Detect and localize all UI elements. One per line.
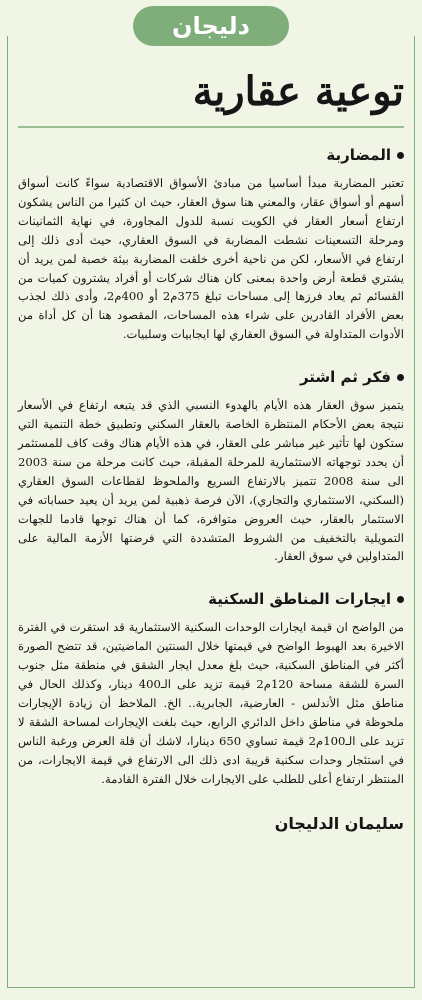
section-body: يتميز سوق العقار هذه الأيام بالهدوء النسبي الذي قد يتبعه ارتفاع في الأسعار نتيجة بعض الأحكام المنتظرة الخاصة بالعقار السكني وتطبيق خطة التنمية التي ستكون لها تأثير غير مباشر على العقار، في هذه الأيام هناك وقت كاف للمستثمر أن يحدد توجهاته الاستثمارية للمرحلة المقبلة، حيث كانت مرحلة من سنة 2003 الى سنة 2008 تتميز بالارتفاع السريع والملحوظ لقطاعات السوق العقاري (السكني، الاستثماري والتجاري)، الآن فرصة ذهبية لمن يريد أن يعيد حساباته في الاستثمار بالعقار، حيث العروض متوافرة، كما أن هناك توجها قادما للجهات التمويلية بالتخفيف من الشروط المتشددة التي فرضتها الأزمة المالية على المتداولين في سوق العقار. [18, 398, 405, 564]
column-banner-label: دليجان [172, 12, 250, 40]
author-name: سليمان الدليجان [274, 814, 404, 834]
title-divider [18, 126, 404, 128]
section-speculation [10, 144, 412, 344]
section-heading-text: المضاربة [326, 146, 391, 164]
section-heading [18, 588, 404, 610]
bullet-icon [397, 374, 404, 381]
section-heading [18, 366, 404, 388]
section-body: من الواضح ان قيمة ايجارات الوحدات السكنية الاستثمارية قد استقرت في الفترة الاخيرة بعد الهبوط الواضح في قيمتها خلال السنتين الماضيتين، قد تتضح الصورة أكثر في المناطق السكنية، حيث بلغ معدل ايجار الشقق في منطقة مثل جنوب السرة للشقة مساحة 120م2 قيمة تزيد على الـ400 دينار، وكذلك الحال في مناطق مثل الأندلس - العارضية، الجابرية.. الخ. الملاحظ أن زيادة الإيجارات ملحوظة في مناطق داخل الدائري الرابع، حيث بلغت الإيجارات لمساحة الشقة لا تزيد على الـ100م2 قيمة تساوي 650 دينارا، لاشك أن قلة العرض ورغبة الناس في استئجار وحدات سكنية قريبة ادى ذلك الى الارتفاع في قيمة الايجارات، من المنتظر ارتفاع أعلى للطلب على الايجارات خلال الفترة القادمة. [18, 620, 404, 786]
column-banner [133, 6, 289, 46]
article-title: توعية عقارية [192, 68, 404, 115]
section-heading-text: فكر ثم اشتر [299, 368, 391, 387]
section-heading [18, 144, 404, 166]
section-residential-rents [10, 588, 412, 788]
section-think-then-buy [10, 366, 412, 566]
bullet-icon [397, 596, 404, 603]
bullet-icon [397, 152, 404, 159]
section-heading-text: ايجارات المناطق السكنية [208, 590, 391, 609]
section-body: تعتبر المضاربة مبدأ أساسيا من مبادئ الأسواق الاقتصادية سواءً كانت أسواق أسهم أو أسواق عقار، والمعني هنا سوق العقار، حيث ان كثيرا من الناس يشكون ارتفاع أسعار العقار في الكويت نسبة للدول المجاورة، في نهاية الثمانينات ومرحلة التسعينات نشطت المضاربة في السوق العقاري، حيث أدى ذلك إلى ارتفاع في الأسعار، لكن من ناحية أخرى خلقت المضاربة بيئة خصبة لمن يريد أن يشتري قطعة أرض واحدة بمعنى كان هناك شركات أو أفراد يشترون كميات من القسائم ثم يعاد فرزها إلى مساحات تبلغ 375م2 أو 400م2، وأدى ذلك لجذب بعض الأفراد القادرين على شراء هذه المساحات، المقصود هنا أن كل أداة من الأدوات المتداولة في السوق العقاري لها ايجابيات وسلبيات. [18, 176, 404, 342]
